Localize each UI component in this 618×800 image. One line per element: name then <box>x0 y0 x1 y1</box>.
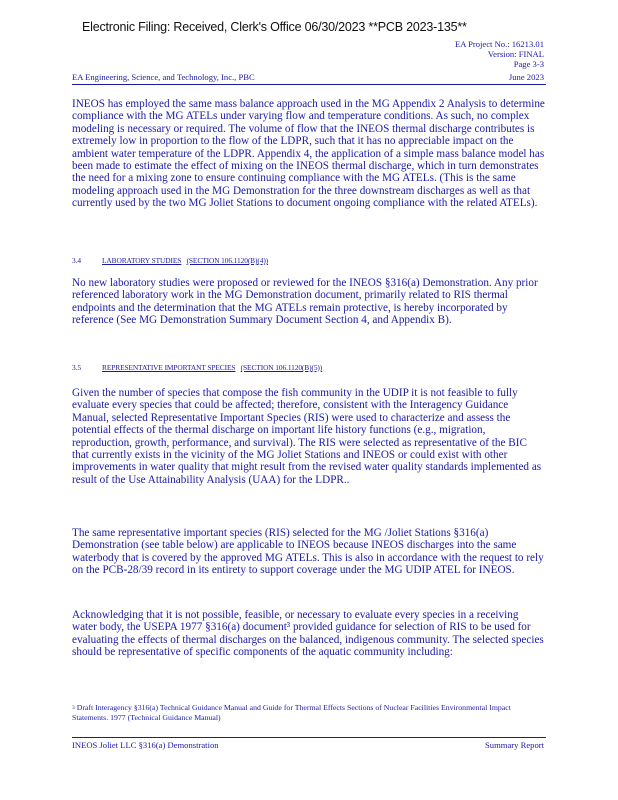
page-number: Page 3-3 <box>513 59 544 70</box>
version: Version: FINAL <box>487 49 544 60</box>
footnote-mark: 3 <box>72 705 75 711</box>
paragraph-mass-balance <box>72 98 546 210</box>
footer-document-title: INEOS Joliet LLC §316(a) Demonstration <box>72 740 219 750</box>
footer-rule <box>72 737 546 738</box>
paragraph-text: The same representative important species (RIS) selected for the MG /Joliet Stations §316(a) Demonstration (see table below) are applicable to INEOS because INEOS discharges into the same waterbody that is covered by the approved MG ATELs. This is also in accordance with the request to rely on the PCB-28/39 record in its entirety to support coverage under the MG UDIP ATEL for INEOS. <box>72 527 544 577</box>
paragraph-text: INEOS has employed the same mass balance approach used in the MG Appendix 2 Analysis to determine compliance with the MG ATELs under varying flow and temperature conditions. As such, no complex modeling is necessary or required. The volume of flow that the INEOS thermal discharge contributes is extremely low in proportion to the flow of the LDPR, such that it has no appreciable impact on the ambient water temperature of the LDPR. Appendix 4, the application of a simple mass balance model has been made to estimate the effect of mixing on the INEOS thermal discharge, which in turn demonstrates the need for a mixing zone to ensure continuing compliance with the MG ATELs. (This is the same modeling approach used in the MG Demonstration for the three downstream discharges as well as that currently used by the two MG Joliet Stations to document ongoing compliance with the related ATELs). <box>72 98 545 210</box>
section-heading-3-4 <box>72 256 546 265</box>
header-rule <box>72 84 546 85</box>
section-reference: (SECTION 106.1120(B)(4)) <box>186 256 269 265</box>
paragraph-ris-selection <box>72 527 546 577</box>
section-title: REPRESENTATIVE IMPORTANT SPECIES <box>102 363 236 372</box>
filing-stamp: Electronic Filing: Received, Clerk's Office 06/30/2023 **PCB 2023-135** <box>82 20 467 34</box>
section-number: 3.5 <box>72 363 81 372</box>
section-reference: (SECTION 106.1120(B)(5)) <box>240 363 323 372</box>
section-heading-3-5 <box>72 363 546 372</box>
paragraph-text: Acknowledging that it is not possible, feasible, or necessary to evaluate every species in a receiving water body, the USEPA 1977 §316(a) document³ provided guidance for selection of RIS to be used for evaluating the effects of thermal discharges on the balanced, indigenous community. The selected species should be representative of specific components of the aquatic community including: <box>72 609 544 659</box>
section-title: LABORATORY STUDIES <box>102 256 182 265</box>
paragraph-usepa-guidance <box>72 609 546 659</box>
header-date: June 2023 <box>508 72 544 82</box>
footnote <box>72 703 546 723</box>
paragraph-text: No new laboratory studies were proposed or reviewed for the INEOS §316(a) Demonstration. Any prior referenced laboratory work in the MG Demonstration document, primarily related to RIS thermal endpoints and the determination that the MG ATELs remain protective, is hereby incorporated by reference (See MG Demonstration Summary Document Section 4, and Appendix B). <box>72 277 538 327</box>
header-company: EA Engineering, Science, and Technology, Inc., PBC <box>72 72 255 82</box>
project-number: EA Project No.: 16213.01 <box>454 39 544 49</box>
paragraph-text: Given the number of species that compose the fish community in the UDIP it is not feasible to fully evaluate every species that could be affected; therefore, consistent with the Interagency Guidance Manual, selected Representative Important Species (RIS) were used to characterize and assess the potential effects of the thermal discharge on important life history functions (e.g., migration, reproduction, growth, performance, and survival). The RIS were selected as representative of the BIC that currently exists in the vicinity of the MG Joliet Stations and INEOS or could exist with other improvements in water quality that might result from the revised water quality standards implemented as result of the Use Attainability Analysis (UAA) for the LDPR.. <box>72 387 542 486</box>
paragraph-lab-studies <box>72 277 546 327</box>
footnote-text: Draft Interagency §316(a) Technical Guidance Manual and Guide for Thermal Effects Sections of Nuclear Facilities Environmental Impact Statements. 1977 (Technical Guidance Manual) <box>72 703 511 722</box>
paragraph-ris-intro <box>72 387 546 486</box>
section-number: 3.4 <box>72 256 81 265</box>
header-meta <box>455 39 544 70</box>
footer-report-type: Summary Report <box>485 740 544 750</box>
